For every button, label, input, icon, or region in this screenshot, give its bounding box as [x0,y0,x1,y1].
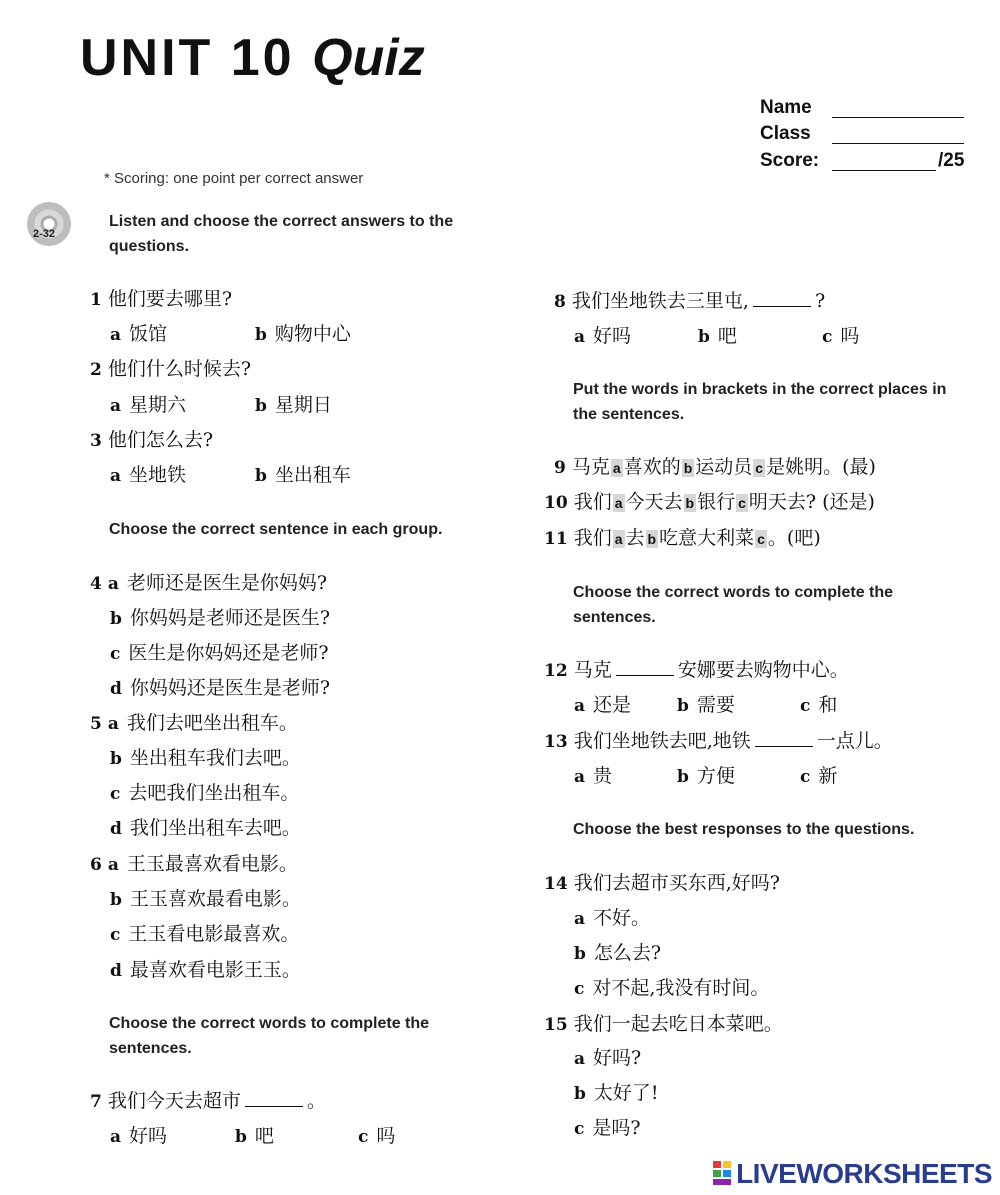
name-label: Name [760,97,812,118]
class-label: Class [760,123,811,144]
q10-slot-b[interactable]: b [685,495,695,511]
q3-option-a[interactable]: a 坐地铁 [110,464,187,486]
q12-blank[interactable] [616,657,674,676]
q6-option-a[interactable]: 6 a 王玉最喜欢看电影。 [90,853,298,875]
q5-option-d[interactable]: d 我们坐出租车去吧。 [110,817,301,839]
q11-slot-c[interactable]: c [757,531,765,547]
instruction-choose-sentence: Choose the correct sentence in each group. [109,521,443,538]
page-title: UNIT 10 Quiz [80,29,425,87]
score-total: /25 [938,150,965,171]
q3-option-b[interactable]: b 坐出租车 [255,464,351,486]
q15-option-c[interactable]: c 是吗? [574,1117,641,1139]
question-15: 15 我们一起去吃日本菜吧。 [544,1013,783,1035]
q14-option-a[interactable]: a 不好。 [574,907,651,929]
q1-option-b[interactable]: b 购物中心 [255,323,351,345]
q12-option-b[interactable]: b 需要 [677,694,735,716]
scoring-note: * Scoring: one point per correct answer [104,170,364,187]
q9-slot-c[interactable]: c [755,460,764,476]
q2-option-b[interactable]: b 星期日 [255,394,332,416]
score-label: Score: [760,150,820,171]
q7-blank[interactable] [245,1088,303,1107]
q10-slot-c[interactable]: c [738,495,746,511]
q6-option-d[interactable]: d 最喜欢看电影王玉。 [110,959,301,981]
q13-option-a[interactable]: a 贵 [574,765,613,787]
q7-option-a[interactable]: a 好吗 [110,1125,168,1147]
q7-option-c[interactable]: c 吗 [358,1125,396,1147]
question-7: 7 我们今天去超市 。 [90,1090,326,1112]
name-field[interactable] [832,117,964,118]
q13-option-c[interactable]: c 新 [800,765,838,787]
q9-slot-b[interactable]: b [683,460,693,476]
q9-slot-a[interactable]: a [612,460,621,476]
cd-track-label: 2-32 [33,228,56,240]
class-field[interactable] [832,143,964,144]
liveworksheets-logo[interactable]: LIVEWORKSHEETS [712,1158,992,1190]
score-field[interactable] [832,170,936,171]
q8-blank[interactable] [753,288,811,307]
q12-option-a[interactable]: a 还是 [574,694,632,716]
instruction-brackets: Put the words in brackets in the correct places in the sentences. [573,381,947,423]
question-2: 2 他们什么时候去? [90,358,252,380]
instruction-complete-right: Choose the correct words to complete the sentences. [573,584,894,626]
q8-option-b[interactable]: b 吧 [698,325,737,347]
q4-option-a[interactable]: 4 a 老师还是医生是你妈妈? [90,572,328,594]
q5-option-b[interactable]: b 坐出租车我们去吧。 [110,747,301,769]
q13-option-b[interactable]: b 方便 [677,765,735,787]
question-8: 8 我们坐地铁去三里屯, ? [554,290,826,312]
question-11: 11 我们 a 去 b 吃意大利菜 c 。(吧) [544,527,821,549]
q5-option-c[interactable]: c 去吧我们坐出租车。 [110,782,300,804]
q15-option-b[interactable]: b 太好了! [574,1082,659,1104]
q2-option-a[interactable]: a 星期六 [110,394,187,416]
q11-slot-b[interactable]: b [647,531,657,547]
q15-option-a[interactable]: a 好吗? [574,1047,642,1069]
question-13: 13 我们坐地铁去吧,地铁 一点儿。 [544,730,893,752]
q7-option-b[interactable]: b 吧 [235,1125,274,1147]
question-10: 10 我们 a 今天去 b 银行 c 明天去? (还是) [544,491,875,513]
q4-option-b[interactable]: b 你妈妈是老师还是医生? [110,607,331,629]
instruction-listen: Listen and choose the correct answers to the questions. [109,213,454,255]
question-9: 9 马克 a 喜欢的 b 运动员 c 是姚明。(最) [554,456,876,478]
q4-option-c[interactable]: c 医生是你妈妈还是老师? [110,642,329,664]
liveworksheets-icon [712,1160,732,1186]
q4-option-d[interactable]: d 你妈妈还是医生是老师? [110,677,331,699]
question-14: 14 我们去超市买东西,好吗? [544,872,780,894]
q1-option-a[interactable]: a 饭馆 [110,323,168,345]
q8-option-c[interactable]: c 吗 [822,325,860,347]
q6-option-b[interactable]: b 王玉喜欢最看电影。 [110,888,301,910]
q12-option-c[interactable]: c 和 [800,694,838,716]
q13-blank[interactable] [755,728,813,747]
instruction-best-response: Choose the best responses to the questions. [573,821,915,838]
q5-option-a[interactable]: 5 a 我们去吧坐出租车。 [90,712,298,734]
question-3: 3 他们怎么去? [90,429,214,451]
question-1: 1 他们要去哪里? [90,288,233,310]
q10-slot-a[interactable]: a [614,495,623,511]
q8-option-a[interactable]: a 好吗 [574,325,632,347]
q14-option-c[interactable]: c 对不起,我没有时间。 [574,977,770,999]
question-12: 12 马克 安娜要去购物中心。 [544,659,849,681]
q11-slot-a[interactable]: a [614,531,623,547]
instruction-complete-left: Choose the correct words to complete the sentences. [109,1015,430,1057]
q14-option-b[interactable]: b 怎么去? [574,942,662,964]
q6-option-c[interactable]: c 王玉看电影最喜欢。 [110,923,300,945]
